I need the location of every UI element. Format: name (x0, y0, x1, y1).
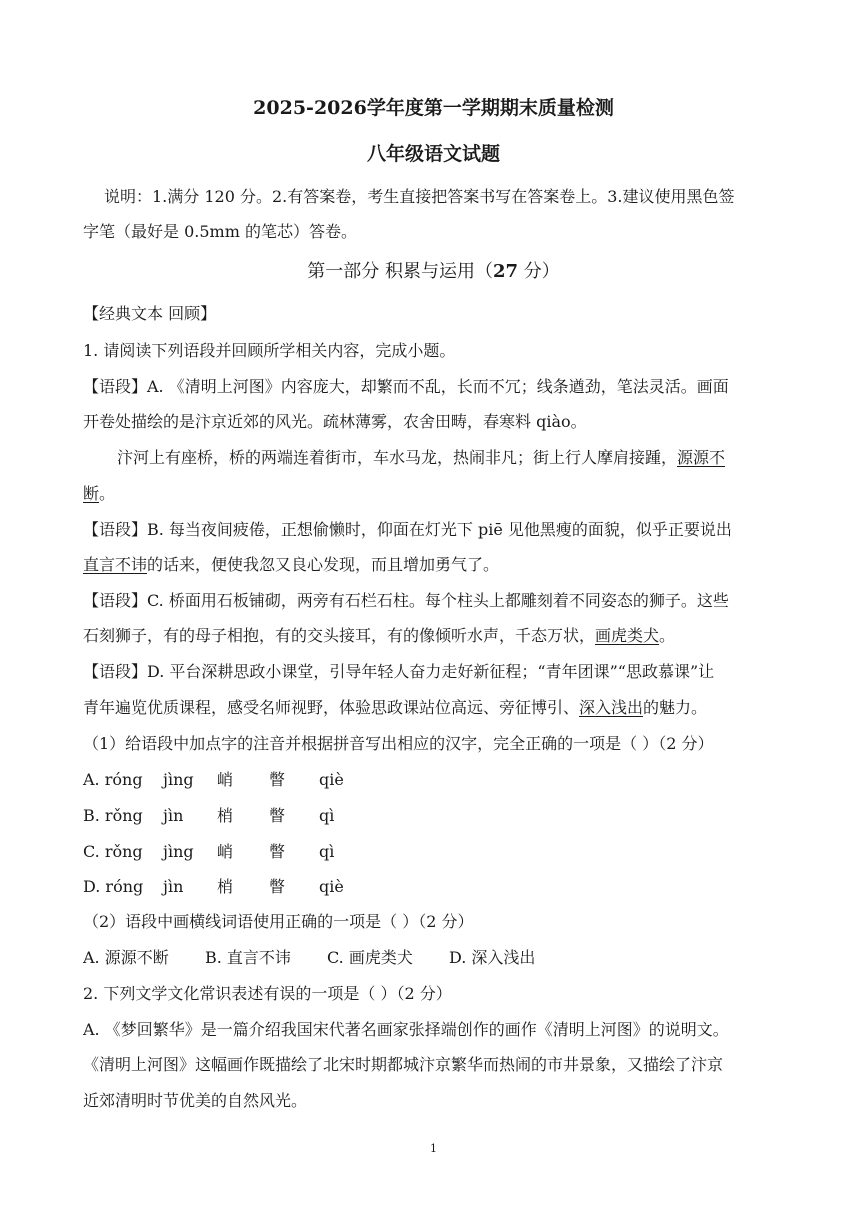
q2-option-a-line-1: A. 《梦回繁华》是一篇介绍我国宋代著名画家张择端创作的画作《清明上河图》的说明文。 (83, 1020, 729, 1039)
option-cell: 瞥 (269, 877, 286, 896)
segment-a-text: 汴河上有座桥，桥的两端连着街市，车水马龙，热闹非凡；街上行人摩肩接踵， (117, 448, 678, 467)
part1-score: 27 (492, 261, 519, 282)
q1-sub1-stem: （1）给语段中加点字的注音并根据拼音写出相应的汉字，完全正确的一项是（ ）（2 分） (83, 734, 714, 753)
option-cell: C. rǒng (83, 842, 143, 861)
option-cell: jìn (163, 877, 184, 896)
option-b: B. 直言不讳 (205, 948, 291, 967)
q2-option-a-line-2: 《清明上河图》这幅画作既描绘了北宋时期都城汴京繁华而热闹的市井景象，又描绘了汴京 (83, 1055, 724, 1074)
segment-d-text: 青年遍览优质课程，感受名师视野，体验思政课站位高远、旁征博引、 (83, 698, 580, 717)
option-cell: qì (319, 806, 335, 825)
instructions-line-2: 字笔（最好是 0.5mm 的笔芯）答卷。 (83, 222, 357, 241)
q1-sub1-option-d (83, 876, 344, 898)
option-cell: A. róng (83, 770, 143, 789)
option-cell: jìn (163, 806, 184, 825)
option-cell: 梢 (217, 877, 234, 896)
page-number: 1 (430, 1142, 437, 1155)
option-cell: 梢 (217, 806, 234, 825)
part1-heading-pre: 第一部分 积累与运用（ (307, 261, 493, 282)
part1-heading (0, 261, 867, 283)
segment-c-text: 石刻狮子，有的母子相抱，有的交头接耳，有的像倾听水声，千态万状， (83, 626, 596, 645)
segment-c-end: 。 (659, 626, 676, 645)
q1-stem: 1. 请阅读下列语段并回顾所学相关内容，完成小题。 (83, 341, 456, 360)
q1-sub2-options (83, 947, 535, 969)
segment-d-end: 的魅力。 (643, 698, 708, 717)
segment-b-text: 的话来，便使我忽又良心发现，而且增加勇气了。 (147, 555, 500, 574)
option-cell: 峭 (217, 842, 234, 861)
q1-segment-c-line-2 (83, 625, 675, 647)
underlined-term-1b: 断 (83, 484, 100, 503)
q1-segment-a-line-1: 【语段】A. 《清明上河图》内容庞大，却繁而不乱，长而不冗；线条遒劲，笔法灵活。画面 (83, 377, 729, 396)
q1-segment-b-line-2 (83, 554, 499, 576)
exam-title: 2025-2026学年度第一学期期末质量检测 (253, 97, 614, 119)
q2-stem: 2. 下列文学文化常识表述有误的一项是（ ）（2 分） (83, 984, 452, 1003)
q1-sub2-stem: （2）语段中画横线词语使用正确的一项是（ ）（2 分） (83, 912, 474, 931)
q1-sub1-option-a (83, 769, 344, 791)
option-cell: jìng (163, 770, 194, 789)
segment-a-end: 。 (99, 484, 116, 503)
option-d: D. 深入浅出 (449, 948, 536, 967)
option-cell: 瞥 (269, 806, 286, 825)
option-cell: jìng (163, 842, 194, 861)
q1-sub1-option-b (83, 805, 334, 827)
option-cell: qì (319, 842, 335, 861)
option-cell: 瞥 (269, 770, 286, 789)
option-a: A. 源源不断 (83, 948, 169, 967)
q1-segment-d-line-2 (83, 697, 707, 719)
instructions-line-1: 说明：1.满分 120 分。2.有答案卷，考生直接把答案书写在答案卷上。3.建议使用黑色签 (104, 187, 735, 206)
option-cell: 瞥 (269, 842, 286, 861)
underlined-term-2: 直言不讳 (83, 555, 148, 574)
q2-option-a-line-3: 近郊清明时节优美的自然风光。 (83, 1091, 308, 1110)
underlined-term-4: 深入浅出 (579, 698, 644, 717)
part1-heading-post: 分） (518, 261, 560, 282)
option-cell: 峭 (217, 770, 234, 789)
q1-segment-a-line-2: 开卷处描绘的是汴京近郊的风光。疏林薄雾，农舍田畴，春寒料 qiào。 (83, 412, 587, 431)
q1-segment-b-line-1: 【语段】B. 每当夜间疲倦，正想偷懒时，仰面在灯光下 piē 见他黑瘦的面貌，似乎正要说出 (83, 520, 732, 539)
option-cell: qiè (319, 877, 344, 896)
underlined-term-1a: 源源不 (677, 448, 726, 467)
q1-segment-c-line-1: 【语段】C. 桥面用石板铺砌，两旁有石栏石柱。每个柱头上都雕刻着不同姿态的狮子。这些 (83, 591, 729, 610)
section-label: 【经典文本 回顾】 (83, 304, 217, 323)
q1-segment-d-line-1: 【语段】D. 平台深耕思政小课堂，引导年轻人奋力走好新征程；“青年团课”“思政慕课”让 (83, 662, 715, 681)
q1-segment-a-line-3 (117, 447, 725, 469)
option-c: C. 画虎类犬 (327, 948, 413, 967)
exam-subtitle: 八年级语文试题 (366, 143, 500, 165)
option-cell: B. rǒng (83, 806, 143, 825)
option-cell: D. róng (83, 877, 144, 896)
option-cell: qiè (319, 770, 344, 789)
underlined-term-3: 画虎类犬 (595, 626, 660, 645)
q1-sub1-option-c (83, 841, 334, 863)
q1-segment-a-line-4 (83, 483, 115, 505)
